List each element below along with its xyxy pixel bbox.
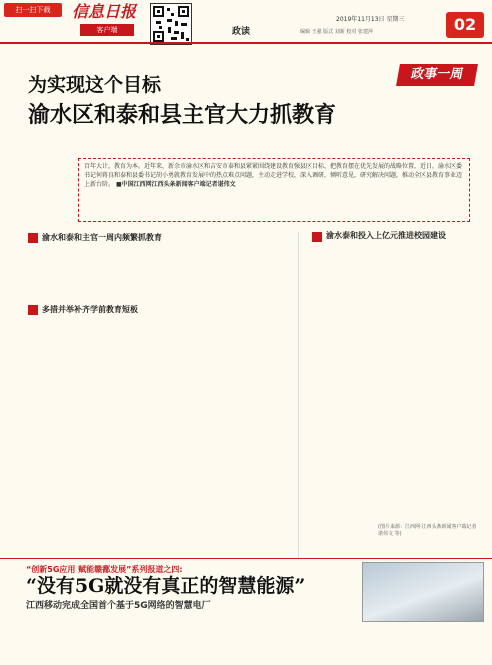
section-marker-icon — [312, 232, 322, 242]
story-divider — [0, 558, 492, 559]
lead-source: ■中国江西网江西头条新闻客户端记者谌伟文 — [115, 181, 236, 188]
section-title: 渝水和泰和主官一周内频繁抓教育 — [42, 233, 162, 242]
client-label: 客户端 — [80, 24, 134, 36]
dateline: 2019年11月13日 星期三 — [336, 16, 405, 23]
photo-byline: (图片来源：江西网·江西头条新闻客户端记者 谌伟文 等) — [378, 524, 477, 537]
section-heading-3 — [312, 230, 472, 260]
section-tag: 政读 — [232, 27, 251, 37]
headline-line-1: 为实现这个目标 — [28, 74, 162, 96]
section-title: 渝水泰和投入上亿元推进校园建设 — [326, 231, 446, 240]
section-heading-1 — [28, 232, 288, 244]
section-heading-2 — [28, 304, 288, 316]
column-divider — [298, 232, 299, 558]
qr-code-icon[interactable] — [150, 3, 192, 45]
header-rule — [0, 42, 492, 44]
weekly-badge: 政事一周 — [396, 64, 478, 86]
series-label: “创新5G应用 赋能赣鄱发展”系列报道之四: — [26, 565, 183, 574]
main-headline — [28, 72, 408, 130]
section-title: 多措并举补齐学前教育短板 — [42, 305, 138, 314]
newspaper-logo: 信息日报 — [72, 2, 137, 21]
section-marker-icon — [28, 305, 38, 315]
power-plant-photo — [362, 562, 484, 622]
lead-paragraph — [84, 162, 464, 189]
editor-credits: 编辑 王强 版式 刘新 校对 张建萍 — [300, 29, 373, 35]
body-text-block — [160, 248, 288, 300]
bottom-headline: “没有5G就没有真正的智慧能源” — [26, 575, 306, 597]
body-text-block — [28, 248, 154, 300]
scan-download-badge[interactable]: 扫一扫下载 — [4, 3, 62, 17]
lead-text: 百年大计，教育为本。近年来，新余市渝水区和吉安市泰和县紧紧围绕建设教育强县区目标，把教育摆在优先发展的战略位置，近日，渝水区委书记何蒋良和泰和县委书记胡小勇就教育发展中的热点难点问题，主动走进学校，深入调研，倾听意见，研究解决问题，推动全区县教育事业迈上新台阶。 — [84, 163, 463, 188]
section-marker-icon — [28, 233, 38, 243]
page-number: 02 — [446, 12, 484, 38]
bottom-subheadline: 江西移动完成全国首个基于5G网络的智慧电厂 — [26, 601, 211, 611]
headline-line-2: 渝水区和泰和县主官大力抓教育 — [28, 102, 337, 128]
